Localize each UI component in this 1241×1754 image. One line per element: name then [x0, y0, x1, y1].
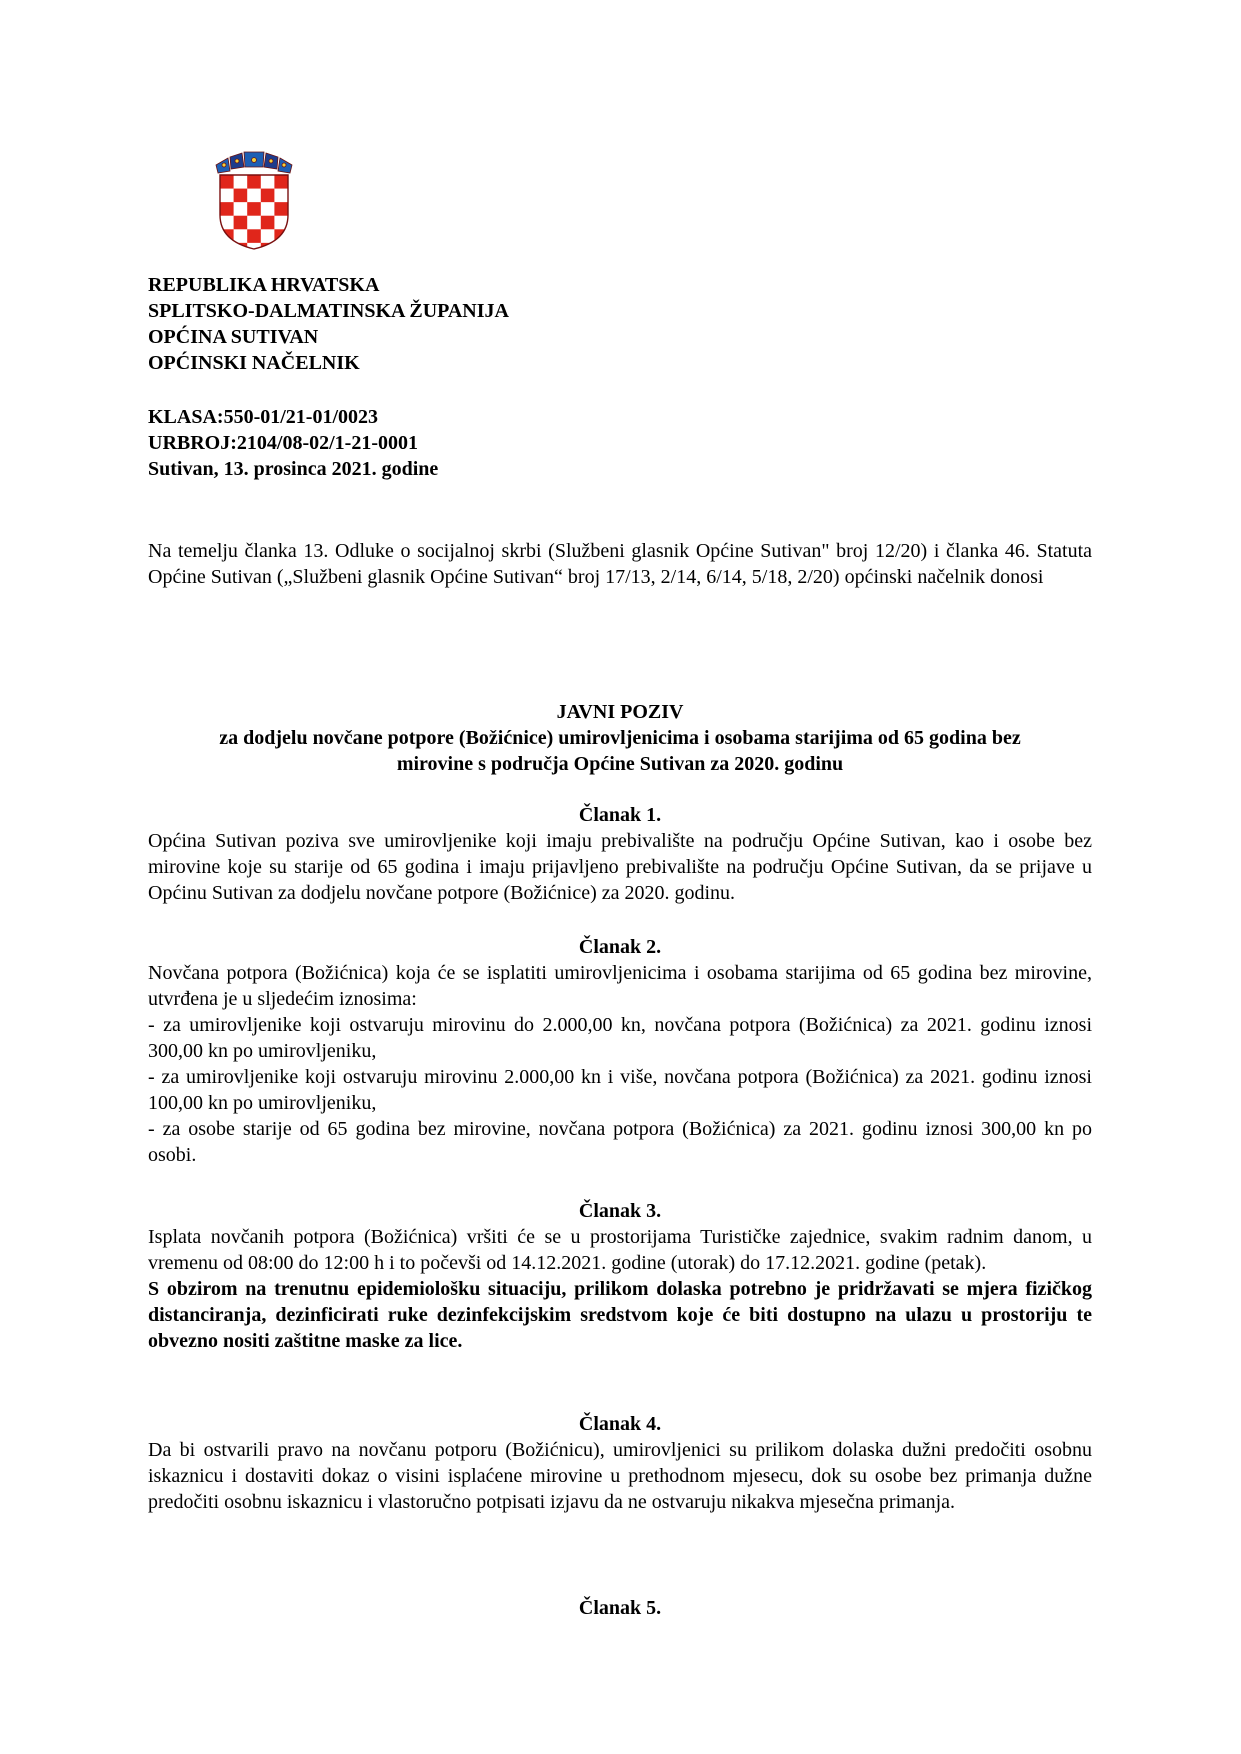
coat-check-square [220, 229, 234, 243]
article-5-heading: Članak 5. [578, 1597, 662, 1619]
coat-check-square [220, 202, 234, 216]
article-3 [148, 1198, 1092, 1354]
title-sub-line-2: mirovine s područja Općine Sutivan za 2020. godinu [396, 753, 844, 775]
urbroj: URBROJ:2104/08-02/1-21-0001 [148, 432, 418, 454]
article-1-heading: Članak 1. [578, 804, 662, 826]
header-line-mayor: OPĆINSKI NAČELNIK [148, 352, 360, 374]
coat-check-square [247, 229, 261, 243]
article-4-heading: Članak 4. [578, 1413, 662, 1435]
coat-check-square [274, 175, 288, 189]
article-5 [148, 1595, 1092, 1621]
header-line-republic: REPUBLIKA HRVATSKA [148, 274, 380, 296]
article-3-text: Isplata novčanih potpora (Božićnica) vršiti će se u prostorijama Turističke zajednice, svakim radnim danom, u vremenu od 08:00 do 12:00 h i to počevši od 14.12.2021. godine (utorak) do 17.12.2021. godine (petak). [148, 1226, 1092, 1274]
coat-check-square [261, 216, 275, 230]
header-line-municipality: OPĆINA SUTIVAN [148, 326, 319, 348]
header-block [148, 272, 1092, 376]
article-2-item-1: - za umirovljenike koji ostvaruju mirovinu do 2.000,00 kn, novčana potpora (Božićnica) za 2021. godinu iznosi 300,00 kn po umirovljeniku, [148, 1014, 1092, 1062]
article-1-text: Općina Sutivan poziva sve umirovljenike koji imaju prebivalište na području Općine Sutivan, kao i osobe bez mirovine koje su starije od 65 godina i imaju prijavljeno prebivalište na području Općine Sutivan, da se prijave u Općinu Sutivan za dodjelu novčane potpore (Božićnice) za 2020. godinu. [148, 830, 1092, 904]
document-title [148, 699, 1092, 777]
reference-block [148, 404, 1092, 482]
title-sub-line-1: za dodjelu novčane potpore (Božićnice) umirovljenicima i osobama starijima od 65 godina bez [219, 727, 1021, 749]
preamble: Na temelju članka 13. Odluke o socijalnoj skrbi (Službeni glasnik Općine Sutivan" broj 12/20) i članka 46. Statuta Općine Sutivan („Službeni glasnik Općine Sutivan“ broj 17/13, 2/14, 6/14, 5/18, 2/20) općinski načelnik donosi [148, 540, 1092, 588]
article-4-text: Da bi ostvarili pravo na novčanu potporu (Božićnicu), umirovljenici su prilikom dolaska dužni predočiti osobnu iskaznicu i dostaviti dokaz o visini isplaćene mirovine u prethodnom mjesecu, dok su osobe bez primanja dužne predočiti osobnu iskaznicu i vlastoručno potpisati izjavu da ne ostvaruju nikakva mjesečna primanja. [148, 1439, 1092, 1513]
date-place: Sutivan, 13. prosinca 2021. godine [148, 458, 439, 480]
coat-check-square [261, 189, 275, 203]
article-1 [148, 802, 1092, 906]
coat-check-square [274, 202, 288, 216]
coat-check-square [247, 175, 261, 189]
article-2-item-3: - za osobe starije od 65 godina bez mirovine, novčana potpora (Božićnica) za 2021. godinu iznosi 300,00 kn po osobi. [148, 1118, 1092, 1166]
coat-check-square [274, 229, 288, 243]
coat-check-square [234, 216, 248, 230]
coat-check-square [220, 175, 234, 189]
article-3-heading: Članak 3. [578, 1200, 662, 1222]
coat-check-square [234, 189, 248, 203]
title-main: JAVNI POZIV [556, 701, 684, 723]
coat-check-square [247, 202, 261, 216]
article-3-notice: S obzirom na trenutnu epidemiološku situaciju, prilikom dolaska potrebno je pridržavati se mjera fizičkog distanciranja, dezinficirati ruke dezinfekcijskim sredstvom koje će biti dostupno na ulazu u prostoriju te obvezno nositi zaštitne maske za lice. [148, 1278, 1092, 1352]
article-2-heading: Članak 2. [578, 936, 662, 958]
article-2 [148, 934, 1092, 1168]
article-2-intro: Novčana potpora (Božićnica) koja će se isplatiti umirovljenicima i osobama starijima od 65 godina bez mirovine, utvrđena je u sljedećim iznosima: [148, 962, 1092, 1010]
article-4 [148, 1411, 1092, 1515]
croatian-coat-of-arms-icon [214, 149, 294, 251]
article-2-item-2: - za umirovljenike koji ostvaruju mirovinu 2.000,00 kn i više, novčana potpora (Božićnica) za 2021. godinu iznosi 100,00 kn po umirovljeniku, [148, 1066, 1092, 1114]
header-line-county: SPLITSKO-DALMATINSKA ŽUPANIJA [148, 300, 509, 322]
klasa: KLASA:550-01/21-01/0023 [148, 406, 378, 428]
